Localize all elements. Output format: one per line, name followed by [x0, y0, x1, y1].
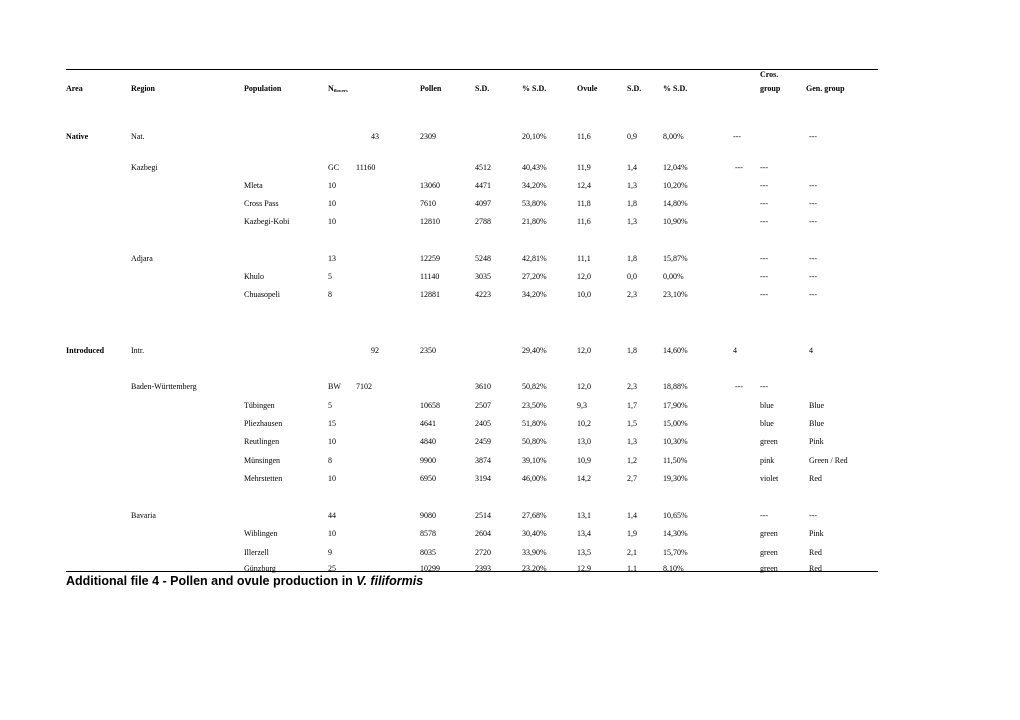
- cell-region: Kazbegi: [131, 163, 158, 172]
- cell-value: 2,1: [627, 548, 637, 557]
- table-bottom-rule: [66, 571, 878, 572]
- cell-value: 10: [328, 181, 336, 190]
- cell-value: 1,4: [627, 511, 637, 520]
- cell-value: 2405: [475, 419, 491, 428]
- cell-value: 10,9: [577, 456, 591, 465]
- cell-population: Reutlingen: [244, 437, 280, 446]
- cell-value: 11,6: [577, 217, 591, 226]
- cell-value: green: [760, 564, 778, 573]
- cell-value: ---: [809, 272, 817, 281]
- cell-value: ---: [809, 511, 817, 520]
- cell-value: 29,40%: [522, 346, 547, 355]
- cell-region: Bavaria: [131, 511, 156, 520]
- cell-value: 44: [328, 511, 336, 520]
- cell-value: 4: [809, 346, 813, 355]
- cell-value: 21,80%: [522, 217, 547, 226]
- cell-value: 12,4: [577, 181, 591, 190]
- header-area: Area: [66, 84, 83, 93]
- cell-population: Tübingen: [244, 401, 275, 410]
- cell-value: 4641: [420, 419, 436, 428]
- cell-value: ---: [760, 382, 768, 391]
- cell-value: 51,80%: [522, 419, 547, 428]
- cell-value: ---: [735, 163, 743, 172]
- cell-value: violet: [760, 474, 779, 483]
- header-n-sub: flowers: [333, 88, 348, 93]
- cell-value: 13: [328, 254, 336, 263]
- cell-value: ---: [809, 181, 817, 190]
- cell-value: 11,8: [577, 199, 591, 208]
- cell-population: Wiblingen: [244, 529, 278, 538]
- cell-value: 11,9: [577, 163, 591, 172]
- cell-value: 13,5: [577, 548, 591, 557]
- header-region: Region: [131, 84, 155, 93]
- cell-value: 14,2: [577, 474, 591, 483]
- cell-value: 2459: [475, 437, 491, 446]
- cell-population: Kazbegi-Kobi: [244, 217, 290, 226]
- cell-value: 15: [328, 419, 336, 428]
- cell-value: 9080: [420, 511, 436, 520]
- cell-value: ---: [809, 132, 817, 141]
- cell-value: 12,0: [577, 346, 591, 355]
- cell-value: 4: [733, 346, 737, 355]
- cell-value: 10: [328, 529, 336, 538]
- header-sd-2: S.D.: [627, 84, 642, 93]
- cell-value: 9900: [420, 456, 436, 465]
- cell-value: 1,8: [627, 346, 637, 355]
- cell-value: 5248: [475, 254, 491, 263]
- cell-value: ---: [809, 199, 817, 208]
- cell-value: 13060: [420, 181, 440, 190]
- cell-value: 5: [328, 401, 332, 410]
- cell-value: 3035: [475, 272, 491, 281]
- cell-value: ---: [760, 272, 768, 281]
- cell-area: Native: [66, 132, 89, 141]
- cell-value: 8,00%: [663, 132, 684, 141]
- cell-value: 92: [371, 346, 379, 355]
- cell-value: 1,3: [627, 217, 637, 226]
- cell-value: 11,6: [577, 132, 591, 141]
- cell-value: Pink: [809, 437, 824, 446]
- cell-value: 12,04%: [663, 163, 688, 172]
- cell-population: Chuasopeli: [244, 290, 280, 299]
- cell-value: 10658: [420, 401, 440, 410]
- cell-value: 46,00%: [522, 474, 547, 483]
- cell-population: Günzburg: [244, 564, 276, 573]
- cell-value: ---: [809, 254, 817, 263]
- cell-value: 4097: [475, 199, 491, 208]
- cell-value: 12810: [420, 217, 440, 226]
- cell-value: 3610: [475, 382, 491, 391]
- cell-value: 33,90%: [522, 548, 547, 557]
- cell-value: Pink: [809, 529, 824, 538]
- cell-value: 8578: [420, 529, 436, 538]
- cell-value: BW: [328, 382, 341, 391]
- cell-value: 23,20%: [522, 564, 547, 573]
- header-ovule: Ovule: [577, 84, 598, 93]
- cell-value: ---: [809, 290, 817, 299]
- cell-value: 43: [371, 132, 379, 141]
- cell-value: 2604: [475, 529, 491, 538]
- cell-value: 14,80%: [663, 199, 688, 208]
- cell-value: 0,00%: [663, 272, 684, 281]
- cell-region: Nat.: [131, 132, 145, 141]
- cell-value: 50,82%: [522, 382, 547, 391]
- cell-value: 1,3: [627, 437, 637, 446]
- cell-value: 11,1: [577, 254, 591, 263]
- cell-value: 1,9: [627, 529, 637, 538]
- cell-value: green: [760, 529, 778, 538]
- cell-value: 0,9: [627, 132, 637, 141]
- cell-value: 10,2: [577, 419, 591, 428]
- cell-value: Blue: [809, 419, 825, 428]
- cell-value: 1,5: [627, 419, 637, 428]
- cell-value: 20,10%: [522, 132, 547, 141]
- cell-value: 2309: [420, 132, 436, 141]
- cell-value: GC: [328, 163, 340, 172]
- cell-value: ---: [760, 217, 768, 226]
- cell-value: 4512: [475, 163, 491, 172]
- cell-value: ---: [760, 181, 768, 190]
- cell-value: 1,8: [627, 254, 637, 263]
- cell-value: 50,80%: [522, 437, 547, 446]
- cell-value: Red: [809, 564, 822, 573]
- header-pct-sd-2: % S.D.: [663, 84, 688, 93]
- cell-value: 2720: [475, 548, 491, 557]
- cell-region: Adjara: [131, 254, 153, 263]
- cell-population: Illerzell: [244, 548, 269, 557]
- cell-value: 12259: [420, 254, 440, 263]
- cell-value: 15,00%: [663, 419, 688, 428]
- cell-value: 39,10%: [522, 456, 547, 465]
- cell-value: 4840: [420, 437, 436, 446]
- cell-value: 40,43%: [522, 163, 547, 172]
- cell-value: 2350: [420, 346, 436, 355]
- cell-value: 2,7: [627, 474, 637, 483]
- cell-value: 8: [328, 290, 332, 299]
- cell-value: ---: [760, 511, 768, 520]
- cell-value: 10,30%: [663, 437, 688, 446]
- cell-value: blue: [760, 419, 774, 428]
- cell-value: 15,70%: [663, 548, 688, 557]
- cell-value: 6950: [420, 474, 436, 483]
- header-pollen: Pollen: [420, 84, 442, 93]
- cell-region: Baden-Württemberg: [131, 382, 197, 391]
- cell-value: 1,4: [627, 163, 637, 172]
- table-caption: [66, 574, 423, 588]
- cell-value: 9: [328, 548, 332, 557]
- header-population: Population: [244, 84, 282, 93]
- cell-value: 1,7: [627, 401, 637, 410]
- cell-value: 30,40%: [522, 529, 547, 538]
- cell-population: Cross Pass: [244, 199, 279, 208]
- cell-value: ---: [760, 290, 768, 299]
- cell-value: 14,60%: [663, 346, 688, 355]
- cell-value: 10: [328, 199, 336, 208]
- cell-value: 2393: [475, 564, 491, 573]
- cell-value: 3874: [475, 456, 491, 465]
- cell-value: 10299: [420, 564, 440, 573]
- header-cros-top: Cros.: [760, 70, 779, 79]
- cell-value: blue: [760, 401, 774, 410]
- cell-value: ---: [760, 254, 768, 263]
- cell-value: 11,50%: [663, 456, 688, 465]
- cell-value: pink: [760, 456, 775, 465]
- cell-value: 7102: [356, 382, 372, 391]
- header-n: [328, 84, 348, 96]
- cell-value: 5: [328, 272, 332, 281]
- cell-value: 12,0: [577, 272, 591, 281]
- cell-value: 4223: [475, 290, 491, 299]
- cell-value: 1,2: [627, 456, 637, 465]
- cell-value: 23,10%: [663, 290, 688, 299]
- cell-value: ---: [760, 163, 768, 172]
- cell-value: 7610: [420, 199, 436, 208]
- cell-value: 13,1: [577, 511, 591, 520]
- table-top-rule: [66, 69, 878, 70]
- cell-value: 10: [328, 437, 336, 446]
- cell-value: 10,65%: [663, 511, 688, 520]
- cell-value: 14,30%: [663, 529, 688, 538]
- cell-value: 2514: [475, 511, 491, 520]
- cell-value: 23,50%: [522, 401, 547, 410]
- cell-value: ---: [760, 199, 768, 208]
- cell-value: 4471: [475, 181, 491, 190]
- cell-population: Mehrstetten: [244, 474, 283, 483]
- cell-value: green: [760, 437, 778, 446]
- cell-value: 10: [328, 474, 336, 483]
- cell-population: Pliezhausen: [244, 419, 283, 428]
- caption-text: Additional file 4 - Pollen and ovule production in: [66, 574, 357, 588]
- cell-value: ---: [809, 217, 817, 226]
- cell-value: 13,0: [577, 437, 591, 446]
- cell-value: 10: [328, 217, 336, 226]
- cell-value: 12,9: [577, 564, 591, 573]
- cell-value: Blue: [809, 401, 825, 410]
- cell-value: 17,90%: [663, 401, 688, 410]
- cell-value: 53,80%: [522, 199, 547, 208]
- header-cros-bottom: group: [760, 84, 781, 93]
- cell-value: 8035: [420, 548, 436, 557]
- cell-value: 13,4: [577, 529, 591, 538]
- cell-value: 1,1: [627, 564, 637, 573]
- cell-value: 2,3: [627, 290, 637, 299]
- cell-value: 8: [328, 456, 332, 465]
- cell-value: 11160: [356, 163, 376, 172]
- cell-population: Münsingen: [244, 456, 280, 465]
- cell-value: 42,81%: [522, 254, 547, 263]
- cell-value: Green / Red: [809, 456, 848, 465]
- header-pct-sd-1: % S.D.: [522, 84, 547, 93]
- cell-value: 10,90%: [663, 217, 688, 226]
- cell-population: Mleta: [244, 181, 263, 190]
- header-n-main: N: [328, 84, 334, 93]
- cell-value: 25: [328, 564, 336, 573]
- cell-value: 0,0: [627, 272, 637, 281]
- cell-value: ---: [735, 382, 743, 391]
- cell-value: 8,10%: [663, 564, 684, 573]
- cell-value: 10,0: [577, 290, 591, 299]
- cell-value: green: [760, 548, 778, 557]
- cell-value: 2507: [475, 401, 491, 410]
- cell-value: 3194: [475, 474, 491, 483]
- cell-value: 1,3: [627, 181, 637, 190]
- cell-value: 1,8: [627, 199, 637, 208]
- cell-value: 18,88%: [663, 382, 688, 391]
- cell-value: 9,3: [577, 401, 587, 410]
- cell-value: 11140: [420, 272, 440, 281]
- cell-value: 12,0: [577, 382, 591, 391]
- cell-value: 19,30%: [663, 474, 688, 483]
- caption-species: V. filiformis: [356, 574, 424, 588]
- cell-value: 2,3: [627, 382, 637, 391]
- cell-value: 34,20%: [522, 181, 547, 190]
- cell-population: Khulo: [244, 272, 264, 281]
- cell-value: 27,68%: [522, 511, 547, 520]
- cell-value: 15,87%: [663, 254, 688, 263]
- header-gen-group: Gen. group: [806, 84, 845, 93]
- cell-value: 27,20%: [522, 272, 547, 281]
- cell-value: 2788: [475, 217, 491, 226]
- cell-value: Red: [809, 474, 822, 483]
- cell-value: Red: [809, 548, 822, 557]
- cell-value: 34,20%: [522, 290, 547, 299]
- cell-region: Intr.: [131, 346, 145, 355]
- cell-area: Introduced: [66, 346, 105, 355]
- cell-value: ---: [733, 132, 741, 141]
- cell-value: 10,20%: [663, 181, 688, 190]
- cell-value: 12881: [420, 290, 440, 299]
- header-sd-1: S.D.: [475, 84, 490, 93]
